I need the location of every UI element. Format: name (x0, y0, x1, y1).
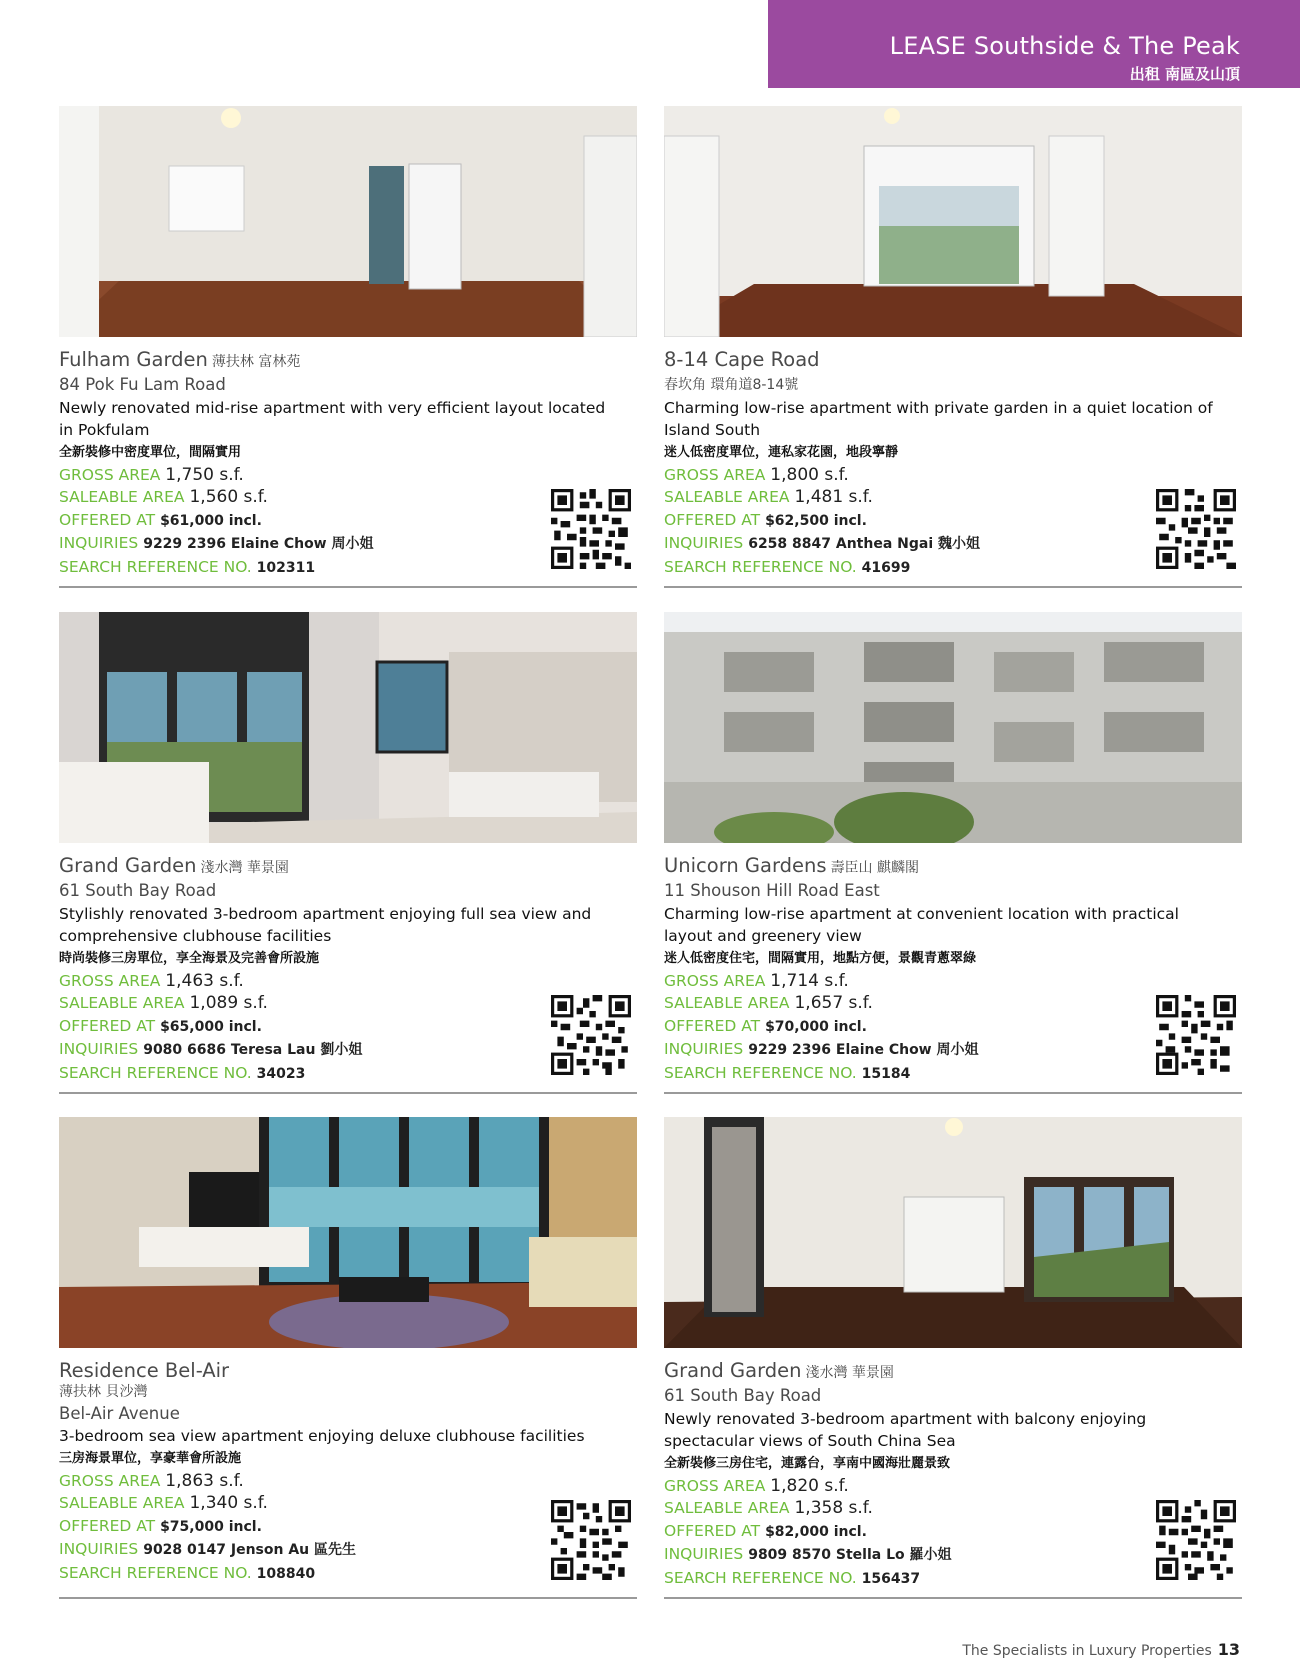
saleable-area-value: 1,657 s.f. (794, 993, 873, 1013)
property-photo[interactable] (59, 1117, 637, 1348)
saleable-area-value: 1,089 s.f. (189, 993, 268, 1013)
inquiries-label: INQUIRIES (664, 534, 744, 552)
qr-code-icon[interactable] (1156, 489, 1236, 569)
qr-code-icon[interactable] (551, 1500, 631, 1580)
page-number: 13 (1217, 1640, 1240, 1659)
property-name: 8-14 Cape Road (664, 348, 820, 371)
qr-code-icon[interactable] (551, 489, 631, 569)
saleable-area-value: 1,358 s.f. (794, 1498, 873, 1518)
search-ref-number: 34023 (256, 1065, 306, 1082)
property-description: Stylishly renovated 3-bedroom apartment enjoying full sea view and comprehensive clubhouse facilities (59, 904, 592, 945)
property-address: 84 Pok Fu Lam Road (59, 375, 226, 394)
saleable-area-value: 1,560 s.f. (189, 487, 268, 507)
gross-area-value: 1,863 s.f. (165, 1470, 244, 1491)
gross-area-value: 1,800 s.f. (770, 464, 849, 485)
search-ref-label: SEARCH REFERENCE NO. (59, 1563, 252, 1582)
property-name: Residence Bel-Air (59, 1359, 230, 1382)
divider (59, 1092, 637, 1094)
gross-area-label: GROSS AREA (59, 465, 161, 484)
property-description-zh: 迷人低密度住宅，間隔實用，地點方便，景觀青蔥翠綠 (664, 950, 977, 966)
property-address: 春坎角 環角道8-14號 (664, 377, 799, 393)
offered-price: $62,500 incl. (765, 512, 867, 529)
offered-at-label: OFFERED AT (59, 1016, 156, 1035)
property-address: Bel-Air Avenue (59, 1404, 180, 1423)
listing-card[interactable] (59, 1117, 637, 1600)
saleable-area-label: SALEABLE AREA (664, 488, 790, 506)
offered-at-label: OFFERED AT (664, 1521, 761, 1540)
offered-price: $70,000 incl. (765, 1018, 867, 1035)
saleable-area-label: SALEABLE AREA (59, 994, 185, 1012)
property-name: Fulham Garden (59, 348, 208, 371)
divider (59, 1597, 637, 1599)
gross-area-label: GROSS AREA (664, 971, 766, 990)
qr-code-icon[interactable] (551, 995, 631, 1075)
gross-area-value: 1,714 s.f. (770, 970, 849, 991)
property-name: Unicorn Gardens (664, 854, 827, 877)
divider (664, 1597, 1242, 1599)
property-description: Newly renovated 3-bedroom apartment with balcony enjoying spectacular views of South China Sea (664, 1409, 1147, 1450)
property-description-zh: 全新裝修三房住宅，連露台，享南中國海壯麗景致 (664, 1455, 951, 1471)
qr-code-icon[interactable] (1156, 1500, 1236, 1580)
listing-card[interactable] (664, 612, 1242, 1095)
search-ref-number: 108840 (256, 1565, 316, 1582)
gross-area-value: 1,820 s.f. (770, 1475, 849, 1496)
saleable-area-label: SALEABLE AREA (664, 994, 790, 1012)
inquiries-label: INQUIRIES (664, 1545, 744, 1563)
gross-area-label: GROSS AREA (59, 971, 161, 990)
offered-at-label: OFFERED AT (664, 510, 761, 529)
gross-area-value: 1,463 s.f. (165, 970, 244, 991)
property-description: Charming low-rise apartment with private garden in a quiet location of Island South (664, 398, 1213, 439)
listing-card[interactable] (664, 106, 1242, 589)
inquiries-contact[interactable]: 9229 2396 Elaine Chow 周小姐 (748, 1042, 979, 1058)
section-banner (768, 0, 1300, 88)
property-photo[interactable] (59, 106, 637, 337)
offered-price: $82,000 incl. (765, 1523, 867, 1540)
search-ref-label: SEARCH REFERENCE NO. (59, 1063, 252, 1082)
offered-price: $75,000 incl. (160, 1518, 262, 1535)
page-footer (962, 1640, 1240, 1659)
saleable-area-value: 1,340 s.f. (189, 1493, 268, 1513)
qr-code-icon[interactable] (1156, 995, 1236, 1075)
gross-area-value: 1,750 s.f. (165, 464, 244, 485)
property-photo[interactable] (664, 1117, 1242, 1348)
gross-area-label: GROSS AREA (664, 1476, 766, 1495)
listing-card[interactable] (59, 612, 637, 1095)
inquiries-contact[interactable]: 9028 0147 Jenson Au 區先生 (143, 1542, 357, 1558)
property-address-zh: 薄扶林 貝沙灣 (59, 1384, 148, 1400)
inquiries-contact[interactable]: 9809 8570 Stella Lo 羅小姐 (748, 1547, 952, 1563)
inquiries-contact[interactable]: 9229 2396 Elaine Chow 周小姐 (143, 536, 374, 552)
listing-card[interactable] (59, 106, 637, 589)
search-ref-number: 102311 (256, 559, 316, 576)
property-name: Grand Garden (59, 854, 197, 877)
inquiries-label: INQUIRIES (664, 1040, 744, 1058)
property-description-zh: 時尚裝修三房單位，享全海景及完善會所設施 (59, 950, 320, 966)
property-name-zh: 淺水灣 華景園 (200, 860, 289, 876)
gross-area-label: GROSS AREA (664, 465, 766, 484)
divider (59, 586, 637, 588)
property-address: 11 Shouson Hill Road East (664, 881, 880, 900)
search-ref-label: SEARCH REFERENCE NO. (664, 1063, 857, 1082)
property-name: Grand Garden (664, 1359, 802, 1382)
saleable-area-label: SALEABLE AREA (59, 1494, 185, 1512)
inquiries-contact[interactable]: 9080 6686 Teresa Lau 劉小姐 (143, 1042, 363, 1058)
saleable-area-label: SALEABLE AREA (664, 1499, 790, 1517)
inquiries-contact[interactable]: 6258 8847 Anthea Ngai 魏小姐 (748, 536, 981, 552)
search-ref-label: SEARCH REFERENCE NO. (664, 1568, 857, 1587)
search-ref-label: SEARCH REFERENCE NO. (664, 557, 857, 576)
offered-price: $65,000 incl. (160, 1018, 262, 1035)
offered-at-label: OFFERED AT (59, 510, 156, 529)
property-description-zh: 三房海景單位，享豪華會所設施 (59, 1450, 242, 1466)
property-photo[interactable] (664, 612, 1242, 843)
gross-area-label: GROSS AREA (59, 1471, 161, 1490)
search-ref-label: SEARCH REFERENCE NO. (59, 557, 252, 576)
divider (664, 586, 1242, 588)
saleable-area-label: SALEABLE AREA (59, 488, 185, 506)
property-description: Charming low-rise apartment at convenient location with practical layout and greenery view (664, 904, 1179, 945)
property-name-zh: 壽臣山 麒麟閣 (830, 860, 920, 876)
offered-at-label: OFFERED AT (664, 1016, 761, 1035)
search-ref-number: 156437 (861, 1570, 921, 1587)
property-name-zh: 淺水灣 華景園 (805, 1365, 894, 1381)
property-description-zh: 全新裝修中密度單位，間隔實用 (59, 444, 242, 460)
property-address: 61 South Bay Road (59, 881, 217, 900)
property-address: 61 South Bay Road (664, 1386, 822, 1405)
search-ref-number: 15184 (861, 1065, 911, 1082)
listing-card[interactable] (664, 1117, 1242, 1600)
property-description: 3-bedroom sea view apartment enjoying deluxe clubhouse facilities (59, 1427, 585, 1445)
section-title-zh: 出租 南區及山頂 (1129, 65, 1240, 83)
divider (664, 1092, 1242, 1094)
inquiries-label: INQUIRIES (59, 534, 139, 552)
saleable-area-value: 1,481 s.f. (794, 487, 873, 507)
property-name-zh: 薄扶林 富林苑 (211, 354, 301, 370)
property-description: Newly renovated mid-rise apartment with very efficient layout located in Pokfulam (59, 398, 606, 439)
offered-price: $61,000 incl. (160, 512, 262, 529)
property-photo[interactable] (664, 106, 1242, 337)
offered-at-label: OFFERED AT (59, 1516, 156, 1535)
section-title: LEASE Southside & The Peak (889, 32, 1240, 60)
search-ref-number: 41699 (861, 559, 911, 576)
property-description-zh: 迷人低密度單位，連私家花園，地段寧靜 (664, 444, 899, 460)
property-photo[interactable] (59, 612, 637, 843)
inquiries-label: INQUIRIES (59, 1540, 139, 1558)
footer-tagline: The Specialists in Luxury Properties (962, 1643, 1212, 1659)
inquiries-label: INQUIRIES (59, 1040, 139, 1058)
